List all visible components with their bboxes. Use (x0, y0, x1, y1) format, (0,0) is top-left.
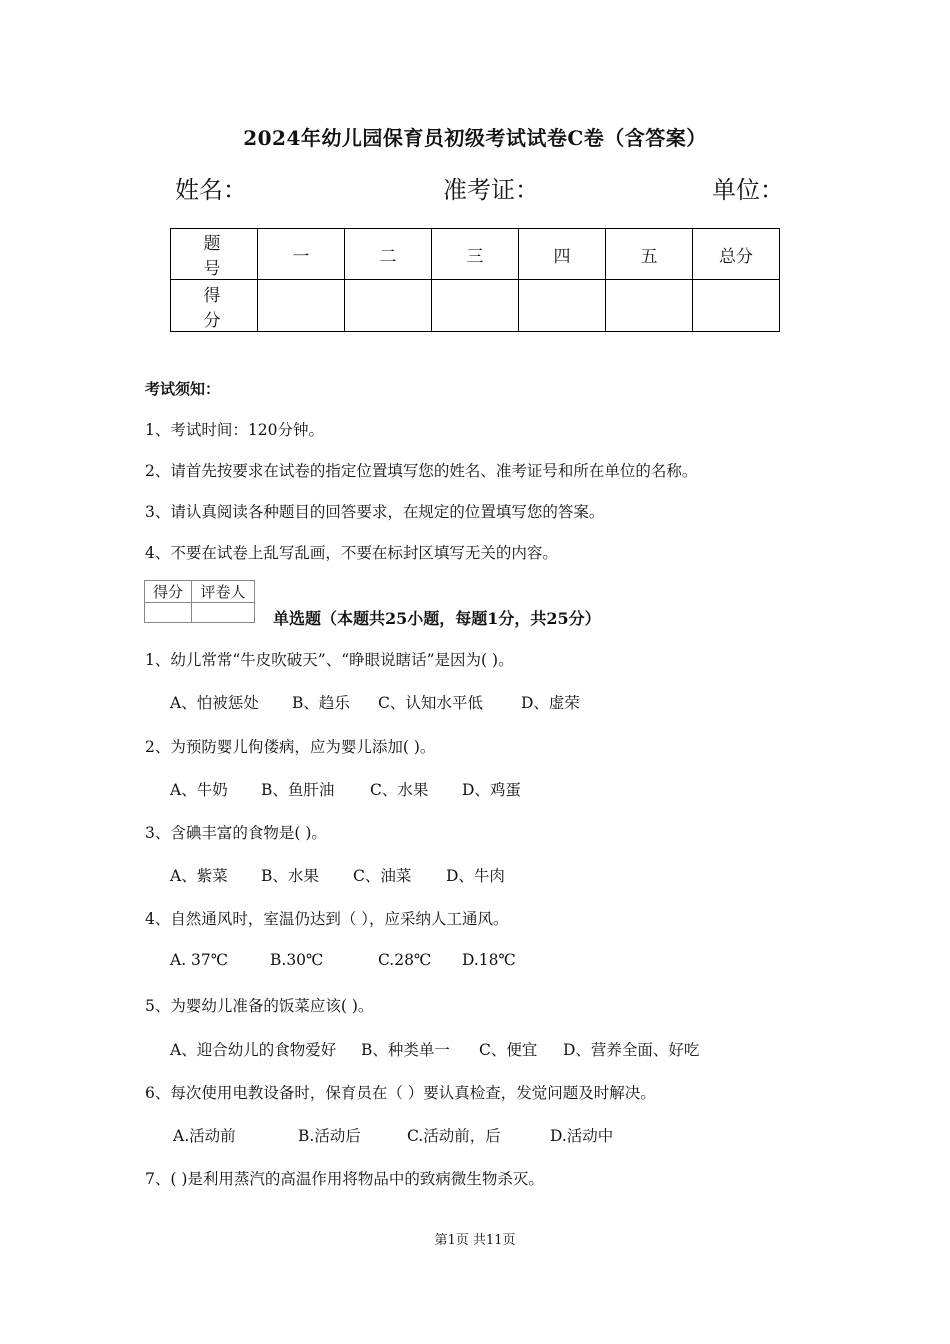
question-option[interactable]: B.活动后 (298, 1127, 361, 1145)
notice-item: 4、不要在试卷上乱写乱画，不要在标封区填写无关的内容。 (145, 544, 558, 562)
question-stem: 2、为预防婴儿佝偻病，应为婴儿添加( )。 (145, 738, 436, 756)
question-option[interactable]: A、牛奶 (170, 781, 228, 799)
question-option[interactable]: B、水果 (261, 867, 319, 885)
notice-item: 3、请认真阅读各种题目的回答要求，在规定的位置填写您的答案。 (145, 503, 605, 521)
question-option[interactable]: A. 37℃ (170, 951, 229, 969)
question-option[interactable]: C.活动前，后 (407, 1127, 501, 1145)
question-option[interactable]: B、鱼肝油 (261, 781, 335, 799)
score-table-header-row (171, 229, 780, 280)
question-option[interactable]: A、怕被惩处 (170, 694, 259, 712)
question-stem: 6、每次使用电教设备时，保育员在（ ）要认真检查，发觉问题及时解决。 (145, 1084, 656, 1102)
question-option[interactable]: B、种类单一 (361, 1041, 450, 1059)
score-cell[interactable] (258, 280, 345, 332)
score-row-label: 得 分 (171, 280, 258, 332)
question-option[interactable]: B、趋乐 (292, 694, 350, 712)
score-table-header-cell: 总分 (693, 229, 780, 280)
name-label: 姓名： (175, 176, 247, 204)
section-title: 单选题（本题共25小题，每题1分，共25分） (273, 609, 601, 628)
question-option[interactable]: D.活动中 (550, 1127, 614, 1145)
score-table-header-cell: 二 (345, 229, 432, 280)
question-option[interactable]: D、牛肉 (446, 867, 505, 885)
score-cell[interactable] (345, 280, 432, 332)
question-stem: 3、含碘丰富的食物是( )。 (145, 824, 327, 842)
question-option[interactable]: D、营养全面、好吃 (563, 1041, 700, 1059)
notice-item: 1、考试时间：120分钟。 (145, 421, 324, 439)
question-option[interactable]: C、便宜 (479, 1041, 538, 1059)
question-option[interactable]: D、虚荣 (521, 694, 580, 712)
question-stem: 5、为婴幼儿准备的饭菜应该( )。 (145, 997, 374, 1015)
exam-id-label: 准考证： (443, 176, 539, 204)
question-stem: 4、自然通风时，室温仍达到（ ），应采纳人工通风。 (145, 910, 509, 928)
question-option[interactable]: C、认知水平低 (378, 694, 483, 712)
question-option[interactable]: C、油菜 (353, 867, 412, 885)
question-option[interactable]: D、鸡蛋 (462, 781, 521, 799)
unit-label: 单位： (712, 176, 784, 204)
question-stem: 1、幼儿常常“牛皮吹破天”、“睁眼说瞎话”是因为( )。 (145, 651, 514, 669)
score-table (170, 228, 780, 332)
grader-name-cell[interactable] (192, 603, 255, 623)
score-table-score-row (171, 280, 780, 332)
question-option[interactable]: A、紫菜 (170, 867, 228, 885)
page-title: 2024年幼儿园保育员初级考试试卷C卷（含答案） (243, 126, 707, 150)
score-cell[interactable] (606, 280, 693, 332)
score-cell[interactable] (519, 280, 606, 332)
notice-heading: 考试须知： (145, 380, 221, 398)
grader-score-label: 得分 (145, 581, 192, 603)
question-option[interactable]: B.30℃ (270, 951, 324, 969)
score-table-header-cell: 四 (519, 229, 606, 280)
grader-score-cell[interactable] (145, 603, 192, 623)
question-option[interactable]: A、迎合幼儿的食物爱好 (170, 1041, 337, 1059)
grader-box (144, 580, 255, 623)
score-cell[interactable] (432, 280, 519, 332)
page-footer: 第1页 共11页 (434, 1233, 516, 1248)
question-option[interactable]: C.28℃ (378, 951, 432, 969)
score-cell[interactable] (693, 280, 780, 332)
score-table-header-cell: 一 (258, 229, 345, 280)
question-option[interactable]: D.18℃ (462, 951, 516, 969)
question-option[interactable]: C、水果 (370, 781, 429, 799)
question-option[interactable]: A.活动前 (173, 1127, 236, 1145)
question-stem: 7、( )是利用蒸汽的高温作用将物品中的致病微生物杀灭。 (145, 1170, 544, 1188)
notice-item: 2、请首先按要求在试卷的指定位置填写您的姓名、准考证号和所在单位的名称。 (145, 462, 698, 480)
score-table-header-cell: 五 (606, 229, 693, 280)
score-table-header-cell: 题 号 (171, 229, 258, 280)
grader-name-label: 评卷人 (192, 581, 255, 603)
score-table-header-cell: 三 (432, 229, 519, 280)
